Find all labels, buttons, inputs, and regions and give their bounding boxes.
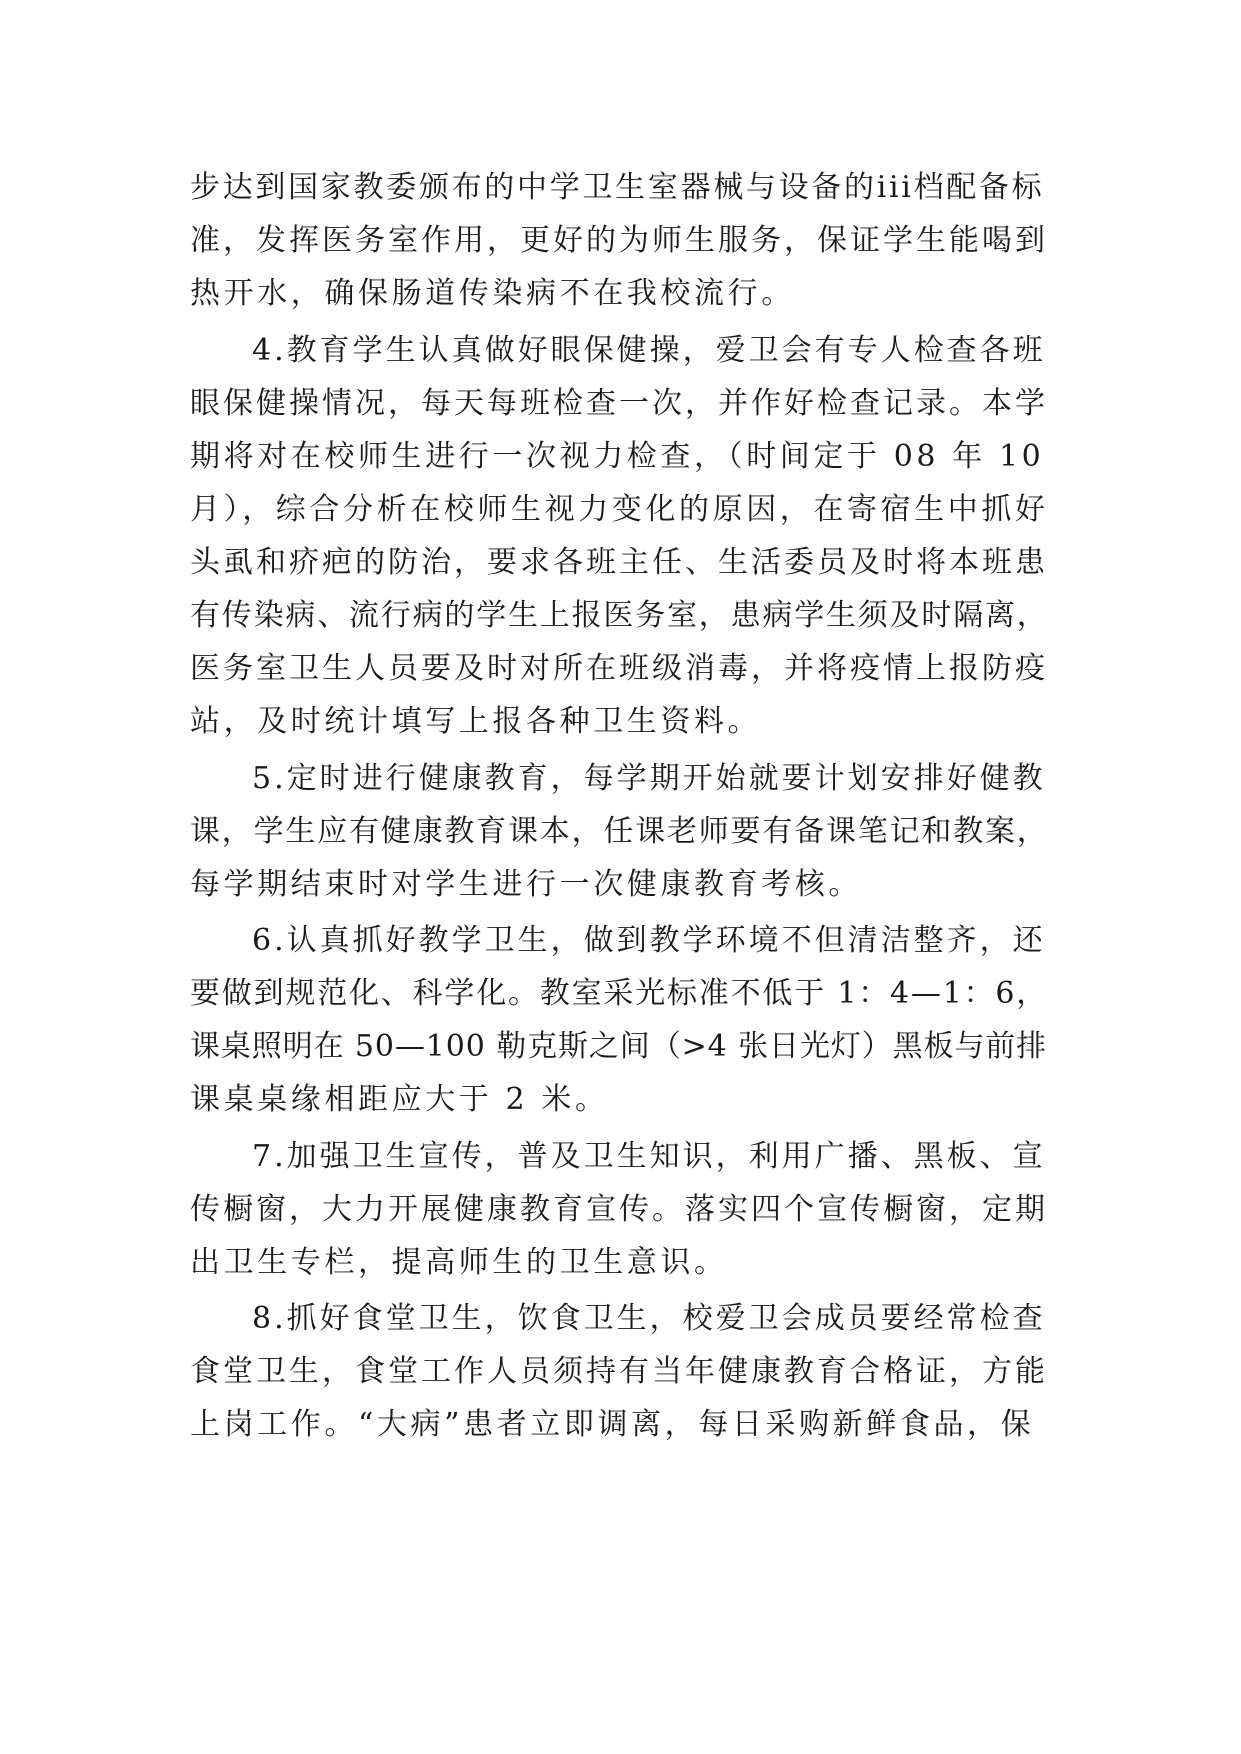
paragraph-4-line: 医务室卫生人员要及时对所在班级消毒，并将疫情上报防疫 [190,651,1048,686]
paragraph-4-line: 期将对在校师生进行一次视力检查，（时间定于 08 年 10 [190,439,1045,474]
paragraph-4-line: 眼保健操情况，每天每班检查一次，并作好检查记录。本学 [190,386,1048,421]
paragraph-6-line: 课桌照明在 50—100 勒克斯之间（>4 张日光灯）黑板与前排 [190,1029,1048,1064]
paragraph-8-first-line: 8.抓好食堂卫生，饮食卫生，校爱卫会成员要经常检查 [252,1301,1046,1336]
paragraph-4-line: 月），综合分析在校师生视力变化的原因，在寄宿生中抓好 [190,492,1049,527]
paragraph-4-line: 有传染病、流行病的学生上报医务室，患病学生须及时隔离， [190,598,1049,633]
paragraph-7-first-line: 7.加强卫生宣传，普及卫生知识，利用广播、黑板、宣 [252,1139,1046,1174]
paragraph-5-line: 每学期结束时对学生进行一次健康教育考核。 [190,867,862,902]
paragraph-5-line: 课，学生应有健康教育课本，任课老师要有备课笔记和教案， [190,814,1049,849]
paragraph-3-line: 准，发挥医务室作用，更好的为师生服务，保证学生能喝到 [190,223,1048,258]
paragraph-6-first-line: 6.认真抓好教学卫生，做到教学环境不但清洁整齐，还 [252,923,1046,958]
paragraph-4-line: 头虱和疥疤的防治，要求各班主任、生活委员及时将本班患 [190,545,1048,580]
paragraph-3-line: 热开水，确保肠道传染病不在我校流行。 [190,276,795,311]
paragraph-8-line: 食堂卫生，食堂工作人员须持有当年健康教育合格证，方能 [190,1354,1048,1389]
paragraph-7-line: 出卫生专栏，提高师生的卫生意识。 [190,1245,728,1280]
paragraph-6-line: 课桌桌缘相距应大于 2 米。 [190,1082,609,1117]
paragraph-5-first-line: 5.定时进行健康教育，每学期开始就要计划安排好健教 [252,761,1046,796]
paragraph-4-line: 站，及时统计填写上报各种卫生资料。 [190,704,762,739]
paragraph-8-line: 上岗工作。“大病”患者立即调离，每日采购新鲜食品，保 [190,1407,1035,1442]
paragraph-7-line: 传橱窗，大力开展健康教育宣传。落实四个宣传橱窗，定期 [190,1192,1048,1227]
paragraph-4-first-line: 4.教育学生认真做好眼保健操，爱卫会有专人检查各班 [252,333,1046,368]
paragraph-3-line: 步达到国家教委颁布的中学卫生室器械与设备的iii档配备标 [190,170,1045,205]
paragraph-6-line: 要做到规范化、科学化。教室采光标准不低于 1：4—1：6， [190,976,1049,1011]
